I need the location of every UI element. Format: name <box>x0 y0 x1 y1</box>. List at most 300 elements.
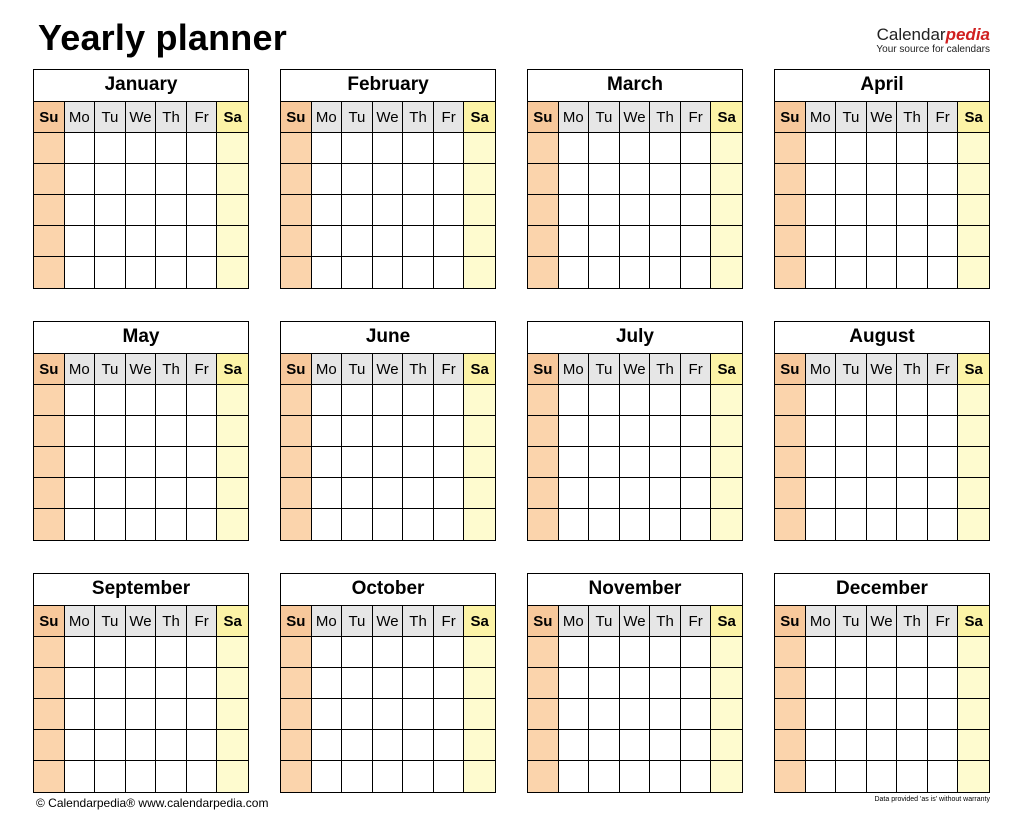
day-cell[interactable] <box>928 478 959 509</box>
day-cell[interactable] <box>156 226 187 257</box>
day-cell[interactable] <box>187 195 218 226</box>
day-cell[interactable] <box>958 509 989 540</box>
day-cell[interactable] <box>867 257 898 288</box>
day-cell[interactable] <box>711 447 742 478</box>
day-cell[interactable] <box>126 257 157 288</box>
day-cell[interactable] <box>867 478 898 509</box>
day-cell[interactable] <box>928 133 959 164</box>
day-cell[interactable] <box>187 668 218 699</box>
day-cell[interactable] <box>65 699 96 730</box>
day-cell[interactable] <box>373 761 404 792</box>
day-cell[interactable] <box>281 668 312 699</box>
day-cell[interactable] <box>34 133 65 164</box>
day-cell[interactable] <box>95 416 126 447</box>
day-cell[interactable] <box>589 385 620 416</box>
day-cell[interactable] <box>281 385 312 416</box>
day-cell[interactable] <box>620 164 651 195</box>
day-cell[interactable] <box>775 637 806 668</box>
day-cell[interactable] <box>34 195 65 226</box>
day-cell[interactable] <box>559 668 590 699</box>
day-cell[interactable] <box>928 699 959 730</box>
day-cell[interactable] <box>589 447 620 478</box>
day-cell[interactable] <box>528 257 559 288</box>
day-cell[interactable] <box>836 385 867 416</box>
day-cell[interactable] <box>528 668 559 699</box>
day-cell[interactable] <box>958 164 989 195</box>
day-cell[interactable] <box>867 416 898 447</box>
day-cell[interactable] <box>775 226 806 257</box>
day-cell[interactable] <box>928 668 959 699</box>
day-cell[interactable] <box>528 478 559 509</box>
day-cell[interactable] <box>711 509 742 540</box>
day-cell[interactable] <box>403 133 434 164</box>
day-cell[interactable] <box>711 164 742 195</box>
day-cell[interactable] <box>681 133 712 164</box>
day-cell[interactable] <box>95 478 126 509</box>
day-cell[interactable] <box>434 447 465 478</box>
day-cell[interactable] <box>464 478 495 509</box>
day-cell[interactable] <box>156 699 187 730</box>
day-cell[interactable] <box>620 416 651 447</box>
day-cell[interactable] <box>650 730 681 761</box>
day-cell[interactable] <box>312 164 343 195</box>
day-cell[interactable] <box>681 699 712 730</box>
day-cell[interactable] <box>559 509 590 540</box>
day-cell[interactable] <box>156 447 187 478</box>
day-cell[interactable] <box>775 385 806 416</box>
day-cell[interactable] <box>681 761 712 792</box>
day-cell[interactable] <box>65 761 96 792</box>
day-cell[interactable] <box>434 195 465 226</box>
day-cell[interactable] <box>156 730 187 761</box>
day-cell[interactable] <box>126 447 157 478</box>
day-cell[interactable] <box>312 447 343 478</box>
day-cell[interactable] <box>589 164 620 195</box>
day-cell[interactable] <box>312 385 343 416</box>
day-cell[interactable] <box>95 385 126 416</box>
day-cell[interactable] <box>650 226 681 257</box>
day-cell[interactable] <box>373 447 404 478</box>
day-cell[interactable] <box>342 385 373 416</box>
day-cell[interactable] <box>958 133 989 164</box>
day-cell[interactable] <box>95 668 126 699</box>
day-cell[interactable] <box>281 730 312 761</box>
day-cell[interactable] <box>464 133 495 164</box>
day-cell[interactable] <box>528 761 559 792</box>
day-cell[interactable] <box>836 133 867 164</box>
day-cell[interactable] <box>681 668 712 699</box>
day-cell[interactable] <box>528 730 559 761</box>
day-cell[interactable] <box>650 447 681 478</box>
day-cell[interactable] <box>95 447 126 478</box>
day-cell[interactable] <box>867 730 898 761</box>
day-cell[interactable] <box>34 164 65 195</box>
day-cell[interactable] <box>620 509 651 540</box>
day-cell[interactable] <box>464 637 495 668</box>
day-cell[interactable] <box>928 447 959 478</box>
day-cell[interactable] <box>281 133 312 164</box>
day-cell[interactable] <box>806 385 837 416</box>
day-cell[interactable] <box>403 699 434 730</box>
day-cell[interactable] <box>95 133 126 164</box>
day-cell[interactable] <box>403 226 434 257</box>
day-cell[interactable] <box>403 164 434 195</box>
day-cell[interactable] <box>897 226 928 257</box>
day-cell[interactable] <box>312 195 343 226</box>
day-cell[interactable] <box>281 416 312 447</box>
day-cell[interactable] <box>217 385 248 416</box>
day-cell[interactable] <box>775 668 806 699</box>
day-cell[interactable] <box>711 668 742 699</box>
day-cell[interactable] <box>434 164 465 195</box>
day-cell[interactable] <box>403 447 434 478</box>
day-cell[interactable] <box>217 164 248 195</box>
day-cell[interactable] <box>681 416 712 447</box>
day-cell[interactable] <box>156 668 187 699</box>
day-cell[interactable] <box>559 730 590 761</box>
day-cell[interactable] <box>650 385 681 416</box>
day-cell[interactable] <box>958 385 989 416</box>
day-cell[interactable] <box>867 447 898 478</box>
day-cell[interactable] <box>156 478 187 509</box>
day-cell[interactable] <box>559 478 590 509</box>
day-cell[interactable] <box>806 761 837 792</box>
day-cell[interactable] <box>34 637 65 668</box>
day-cell[interactable] <box>156 257 187 288</box>
day-cell[interactable] <box>34 447 65 478</box>
day-cell[interactable] <box>806 637 837 668</box>
day-cell[interactable] <box>681 164 712 195</box>
day-cell[interactable] <box>559 761 590 792</box>
day-cell[interactable] <box>126 164 157 195</box>
day-cell[interactable] <box>342 164 373 195</box>
day-cell[interactable] <box>836 637 867 668</box>
day-cell[interactable] <box>867 164 898 195</box>
day-cell[interactable] <box>958 416 989 447</box>
day-cell[interactable] <box>897 761 928 792</box>
day-cell[interactable] <box>589 195 620 226</box>
day-cell[interactable] <box>620 668 651 699</box>
day-cell[interactable] <box>559 257 590 288</box>
day-cell[interactable] <box>156 761 187 792</box>
day-cell[interactable] <box>156 385 187 416</box>
day-cell[interactable] <box>34 385 65 416</box>
day-cell[interactable] <box>281 478 312 509</box>
day-cell[interactable] <box>187 478 218 509</box>
day-cell[interactable] <box>65 385 96 416</box>
day-cell[interactable] <box>836 699 867 730</box>
day-cell[interactable] <box>836 761 867 792</box>
day-cell[interactable] <box>897 509 928 540</box>
day-cell[interactable] <box>34 699 65 730</box>
day-cell[interactable] <box>126 637 157 668</box>
day-cell[interactable] <box>897 133 928 164</box>
day-cell[interactable] <box>836 478 867 509</box>
day-cell[interactable] <box>867 226 898 257</box>
day-cell[interactable] <box>217 226 248 257</box>
day-cell[interactable] <box>217 637 248 668</box>
day-cell[interactable] <box>434 385 465 416</box>
day-cell[interactable] <box>650 668 681 699</box>
day-cell[interactable] <box>650 761 681 792</box>
day-cell[interactable] <box>589 637 620 668</box>
day-cell[interactable] <box>281 509 312 540</box>
day-cell[interactable] <box>187 164 218 195</box>
day-cell[interactable] <box>312 257 343 288</box>
day-cell[interactable] <box>373 164 404 195</box>
day-cell[interactable] <box>312 730 343 761</box>
day-cell[interactable] <box>434 730 465 761</box>
day-cell[interactable] <box>65 226 96 257</box>
day-cell[interactable] <box>156 133 187 164</box>
day-cell[interactable] <box>650 509 681 540</box>
day-cell[interactable] <box>867 133 898 164</box>
day-cell[interactable] <box>867 509 898 540</box>
day-cell[interactable] <box>711 761 742 792</box>
day-cell[interactable] <box>434 509 465 540</box>
day-cell[interactable] <box>403 668 434 699</box>
day-cell[interactable] <box>34 730 65 761</box>
day-cell[interactable] <box>650 195 681 226</box>
day-cell[interactable] <box>34 478 65 509</box>
day-cell[interactable] <box>589 133 620 164</box>
day-cell[interactable] <box>836 226 867 257</box>
day-cell[interactable] <box>217 478 248 509</box>
day-cell[interactable] <box>958 478 989 509</box>
day-cell[interactable] <box>126 699 157 730</box>
day-cell[interactable] <box>897 257 928 288</box>
day-cell[interactable] <box>897 478 928 509</box>
day-cell[interactable] <box>187 416 218 447</box>
day-cell[interactable] <box>342 699 373 730</box>
day-cell[interactable] <box>34 761 65 792</box>
day-cell[interactable] <box>711 478 742 509</box>
day-cell[interactable] <box>806 509 837 540</box>
day-cell[interactable] <box>806 226 837 257</box>
day-cell[interactable] <box>281 761 312 792</box>
day-cell[interactable] <box>34 257 65 288</box>
day-cell[interactable] <box>126 385 157 416</box>
day-cell[interactable] <box>650 637 681 668</box>
day-cell[interactable] <box>156 509 187 540</box>
day-cell[interactable] <box>373 699 404 730</box>
day-cell[interactable] <box>559 133 590 164</box>
day-cell[interactable] <box>126 416 157 447</box>
day-cell[interactable] <box>65 509 96 540</box>
day-cell[interactable] <box>217 133 248 164</box>
day-cell[interactable] <box>342 668 373 699</box>
day-cell[interactable] <box>711 637 742 668</box>
day-cell[interactable] <box>187 226 218 257</box>
day-cell[interactable] <box>681 447 712 478</box>
day-cell[interactable] <box>403 761 434 792</box>
day-cell[interactable] <box>559 195 590 226</box>
day-cell[interactable] <box>806 416 837 447</box>
day-cell[interactable] <box>434 478 465 509</box>
day-cell[interactable] <box>464 509 495 540</box>
day-cell[interactable] <box>589 478 620 509</box>
day-cell[interactable] <box>681 478 712 509</box>
day-cell[interactable] <box>928 761 959 792</box>
day-cell[interactable] <box>217 668 248 699</box>
day-cell[interactable] <box>897 637 928 668</box>
day-cell[interactable] <box>775 164 806 195</box>
day-cell[interactable] <box>528 226 559 257</box>
day-cell[interactable] <box>620 637 651 668</box>
day-cell[interactable] <box>95 761 126 792</box>
day-cell[interactable] <box>958 195 989 226</box>
day-cell[interactable] <box>806 195 837 226</box>
day-cell[interactable] <box>620 699 651 730</box>
day-cell[interactable] <box>464 164 495 195</box>
day-cell[interactable] <box>620 385 651 416</box>
day-cell[interactable] <box>312 416 343 447</box>
day-cell[interactable] <box>806 447 837 478</box>
day-cell[interactable] <box>373 133 404 164</box>
day-cell[interactable] <box>217 699 248 730</box>
day-cell[interactable] <box>897 164 928 195</box>
day-cell[interactable] <box>650 133 681 164</box>
day-cell[interactable] <box>836 668 867 699</box>
day-cell[interactable] <box>589 257 620 288</box>
day-cell[interactable] <box>806 257 837 288</box>
day-cell[interactable] <box>528 195 559 226</box>
day-cell[interactable] <box>65 478 96 509</box>
day-cell[interactable] <box>95 637 126 668</box>
day-cell[interactable] <box>928 385 959 416</box>
day-cell[interactable] <box>126 668 157 699</box>
day-cell[interactable] <box>867 637 898 668</box>
day-cell[interactable] <box>217 257 248 288</box>
day-cell[interactable] <box>620 478 651 509</box>
day-cell[interactable] <box>342 478 373 509</box>
day-cell[interactable] <box>403 195 434 226</box>
day-cell[interactable] <box>711 416 742 447</box>
day-cell[interactable] <box>775 133 806 164</box>
day-cell[interactable] <box>559 699 590 730</box>
day-cell[interactable] <box>528 699 559 730</box>
day-cell[interactable] <box>403 730 434 761</box>
day-cell[interactable] <box>711 730 742 761</box>
day-cell[interactable] <box>897 447 928 478</box>
day-cell[interactable] <box>187 730 218 761</box>
day-cell[interactable] <box>65 668 96 699</box>
day-cell[interactable] <box>403 416 434 447</box>
day-cell[interactable] <box>928 509 959 540</box>
day-cell[interactable] <box>217 195 248 226</box>
day-cell[interactable] <box>464 699 495 730</box>
day-cell[interactable] <box>836 164 867 195</box>
day-cell[interactable] <box>373 668 404 699</box>
day-cell[interactable] <box>958 699 989 730</box>
day-cell[interactable] <box>867 385 898 416</box>
day-cell[interactable] <box>897 385 928 416</box>
day-cell[interactable] <box>187 385 218 416</box>
day-cell[interactable] <box>187 257 218 288</box>
day-cell[interactable] <box>928 730 959 761</box>
day-cell[interactable] <box>711 226 742 257</box>
day-cell[interactable] <box>589 761 620 792</box>
day-cell[interactable] <box>217 447 248 478</box>
day-cell[interactable] <box>434 416 465 447</box>
day-cell[interactable] <box>867 761 898 792</box>
day-cell[interactable] <box>342 761 373 792</box>
day-cell[interactable] <box>434 637 465 668</box>
day-cell[interactable] <box>95 730 126 761</box>
day-cell[interactable] <box>897 416 928 447</box>
day-cell[interactable] <box>65 637 96 668</box>
day-cell[interactable] <box>281 699 312 730</box>
day-cell[interactable] <box>958 761 989 792</box>
day-cell[interactable] <box>34 416 65 447</box>
day-cell[interactable] <box>528 385 559 416</box>
day-cell[interactable] <box>65 257 96 288</box>
day-cell[interactable] <box>434 699 465 730</box>
day-cell[interactable] <box>281 257 312 288</box>
day-cell[interactable] <box>775 478 806 509</box>
day-cell[interactable] <box>281 164 312 195</box>
day-cell[interactable] <box>620 133 651 164</box>
day-cell[interactable] <box>312 478 343 509</box>
day-cell[interactable] <box>681 226 712 257</box>
day-cell[interactable] <box>589 699 620 730</box>
day-cell[interactable] <box>958 226 989 257</box>
day-cell[interactable] <box>373 478 404 509</box>
day-cell[interactable] <box>464 668 495 699</box>
day-cell[interactable] <box>559 164 590 195</box>
day-cell[interactable] <box>187 637 218 668</box>
day-cell[interactable] <box>559 637 590 668</box>
day-cell[interactable] <box>281 637 312 668</box>
day-cell[interactable] <box>342 447 373 478</box>
day-cell[interactable] <box>559 447 590 478</box>
day-cell[interactable] <box>312 133 343 164</box>
day-cell[interactable] <box>528 416 559 447</box>
day-cell[interactable] <box>650 257 681 288</box>
day-cell[interactable] <box>156 416 187 447</box>
day-cell[interactable] <box>806 164 837 195</box>
day-cell[interactable] <box>775 699 806 730</box>
day-cell[interactable] <box>187 761 218 792</box>
day-cell[interactable] <box>620 257 651 288</box>
day-cell[interactable] <box>681 509 712 540</box>
day-cell[interactable] <box>281 226 312 257</box>
day-cell[interactable] <box>156 164 187 195</box>
day-cell[interactable] <box>34 668 65 699</box>
day-cell[interactable] <box>156 637 187 668</box>
day-cell[interactable] <box>95 195 126 226</box>
day-cell[interactable] <box>897 699 928 730</box>
day-cell[interactable] <box>559 226 590 257</box>
day-cell[interactable] <box>373 257 404 288</box>
day-cell[interactable] <box>464 761 495 792</box>
day-cell[interactable] <box>464 385 495 416</box>
day-cell[interactable] <box>806 478 837 509</box>
day-cell[interactable] <box>928 257 959 288</box>
day-cell[interactable] <box>867 699 898 730</box>
day-cell[interactable] <box>711 133 742 164</box>
day-cell[interactable] <box>217 416 248 447</box>
day-cell[interactable] <box>775 447 806 478</box>
day-cell[interactable] <box>464 195 495 226</box>
day-cell[interactable] <box>342 416 373 447</box>
day-cell[interactable] <box>312 668 343 699</box>
day-cell[interactable] <box>836 257 867 288</box>
day-cell[interactable] <box>342 257 373 288</box>
day-cell[interactable] <box>620 730 651 761</box>
day-cell[interactable] <box>342 195 373 226</box>
day-cell[interactable] <box>711 699 742 730</box>
